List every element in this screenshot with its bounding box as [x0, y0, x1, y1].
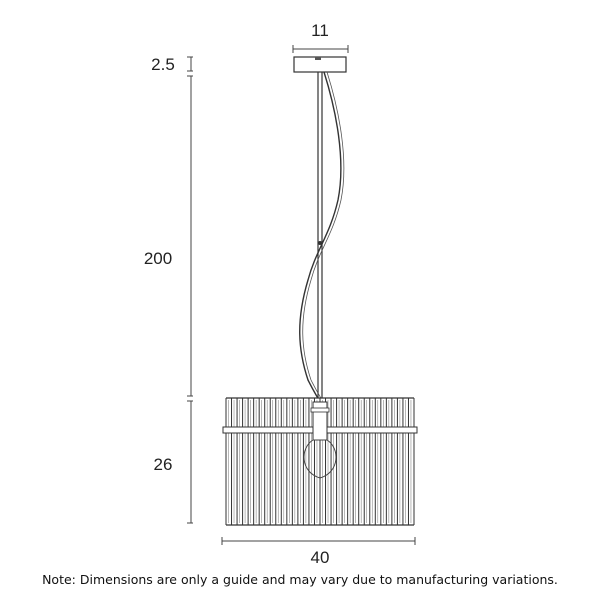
cord-clip	[318, 241, 322, 245]
suspension-cable	[318, 72, 322, 402]
disclaimer-note: Note: Dimensions are only a guide and may vary due to manufacturing variations.	[42, 572, 558, 587]
shade-width-label: 40	[310, 548, 330, 567]
drop-length-dimension	[187, 76, 193, 396]
power-cord	[300, 72, 341, 402]
ceiling-canopy	[294, 57, 346, 72]
power-cord-outline	[303, 72, 344, 402]
canopy-height-dimension	[187, 57, 193, 71]
drop-length-label: 200	[143, 249, 173, 268]
lamp-holder-collar	[311, 408, 329, 412]
shade-width-dimension	[222, 537, 415, 545]
ribbed-shade	[223, 398, 417, 525]
canopy-width-label: 11	[311, 21, 329, 40]
shade-height-dimension	[187, 401, 193, 523]
shade-height-label: 26	[153, 455, 173, 474]
canopy-height-label: 2.5	[151, 55, 175, 74]
canopy-width-dimension	[293, 45, 348, 53]
